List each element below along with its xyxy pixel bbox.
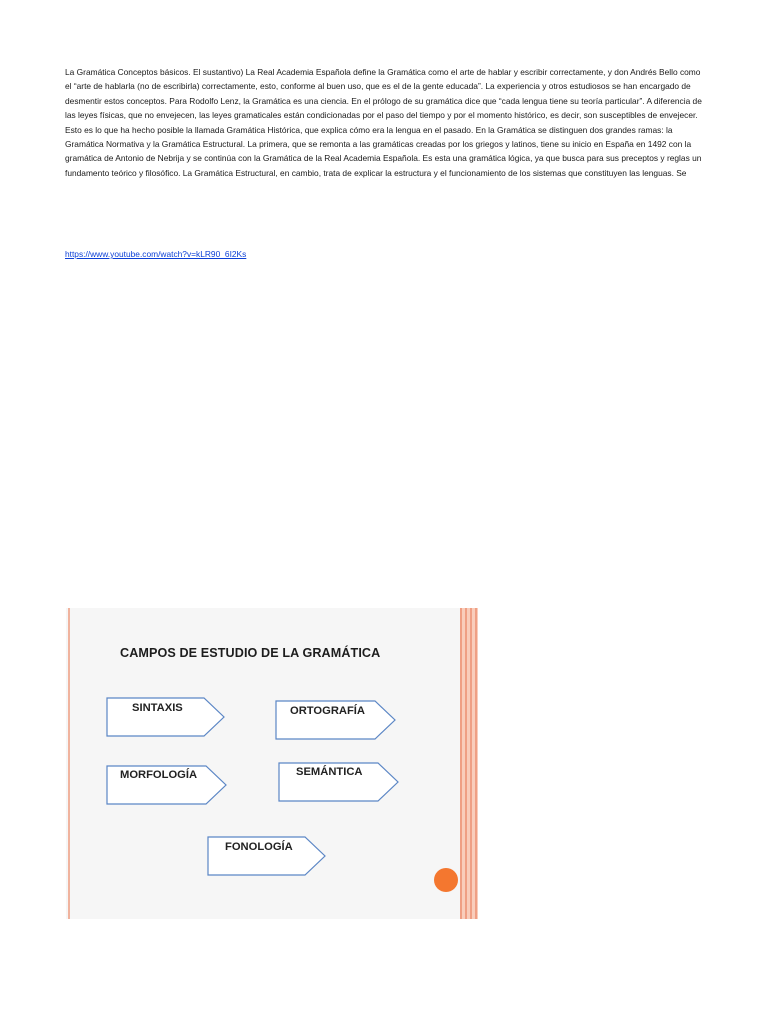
slide-title: CAMPOS DE ESTUDIO DE LA GRAMÁTICA — [120, 646, 381, 660]
field-morfologia — [106, 765, 228, 805]
slide-right-stripes — [460, 608, 478, 919]
field-sintaxis — [106, 697, 226, 737]
field-label: ORTOGRAFÍA — [290, 705, 365, 717]
slide-left-border — [68, 608, 70, 919]
field-label: SINTAXIS — [132, 702, 183, 714]
youtube-link[interactable]: https://www.youtube.com/watch?v=kLR90_6I2Ks — [65, 249, 247, 259]
body-paragraph: La Gramática Conceptos básicos. El sustantivo) La Real Academia Española define la Gramática como el arte de hablar y escribir correctamente, y don Andrés Bello como el “arte de hablarla (no de escribirla) correctamente, esto, conforme al buen uso, que es el de la gente educada”. La experiencia y otros estudiosos se han encargado de desmentir estos conceptos. Para Rodolfo Lenz, la Gramática es una ciencia. En el prólogo de su gramática dice que “cada lengua tiene su teoría particular”. A diferencia de las leyes físicas, que no envejecen, las leyes gramaticales están condicionadas por el paso del tiempo y por el momento histórico, es decir, son susceptibles de envejecer. Esto es lo que ha hecho posible la llamada Gramática Histórica, que explica cómo era la lengua en el pasado. En la Gramática se distinguen dos grandes ramas: la Gramática Normativa y la Gramática Estructural. La primera, que se remonta a las gramáticas creadas por los griegos y latinos, tiene su inicio en España en 1492 con la gramática de Antonio de Nebrija y se continúa con la Gramática de la Real Academia Española. Es esta una gramática lógica, ya que busca para sus preceptos y reglas un fundamento teórico y filosófico. La Gramática Estructural, en cambio, trata de explicar la estructura y el funcionamiento de los sistemas que constituyen las lenguas. Se — [65, 67, 702, 178]
field-fonologia — [207, 836, 327, 876]
field-label: MORFOLOGÍA — [120, 769, 198, 781]
field-ortografia — [275, 700, 397, 740]
grammar-fields-slide — [66, 608, 478, 919]
accent-circle-icon — [434, 868, 458, 892]
field-label: SEMÁNTICA — [296, 766, 363, 778]
field-semantica — [278, 762, 400, 802]
field-label: FONOLOGÍA — [225, 841, 293, 853]
